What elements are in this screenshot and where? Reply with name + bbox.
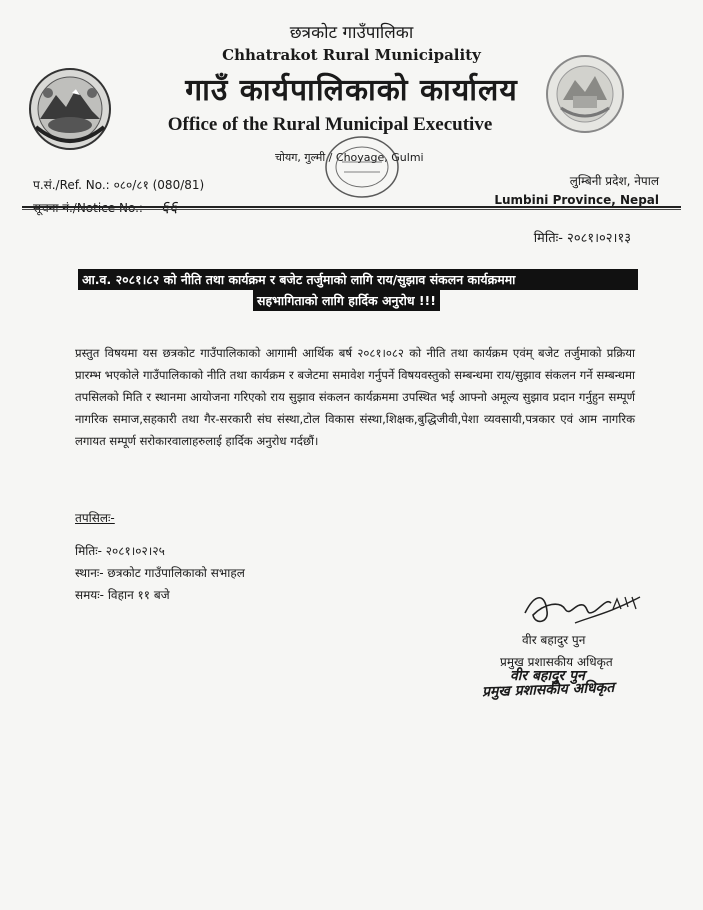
province-nepali: लुम्बिनी प्रदेश, नेपाल bbox=[569, 174, 659, 188]
reference-number: प.सं./Ref. No.: ०८०/८१ (080/81) bbox=[33, 178, 205, 192]
body-paragraph: प्रस्तुत विषयमा यस छत्रकोट गाउँपालिकाको आगामी आर्थिक बर्ष २०८१।०८२ को नीति तथा कार्यक्रम एवंम् बजेट तर्जुमाको प्रक्रिया प्रारम्भ भएकोले गाउँपालिकाको नीति तथा कार्यक्रम र बजेटमा समावेश गर्नुपर्ने विषयवस्तुको सम्बन्धमा राय/सुझाव संकलन गर्ने सम्बन्धमा तपसिलको मिति र स्थानमा आयोजना गरिएको राय सुझाव संकलन कार्यक्रममा उपस्थित भई आफ्नो अमूल्य सुझाव प्रदान गर्नुहुन सम्पूर्ण नागरिक समाज,सहकारी तथा गैर-सरकारी संघ संस्था,टोल विकास संस्था,शिक्षक,बुद्धिजीवी,पेशा व्यवसायी,पत्रकार एवं आम नागरिक लगायत सम्पूर्ण सरोकारवालाहरुलाई हार्दिक अनुरोध गर्दछौं। bbox=[75, 346, 635, 448]
office-title-english: Office of the Rural Municipal Executive bbox=[167, 114, 493, 135]
seal-name: वीर बहादुर पुन bbox=[510, 668, 585, 684]
detail-date: मितिः- २०८१।०२।२५ bbox=[75, 544, 165, 558]
municipality-name-nepali: छत्रकोट गाउँपालिका bbox=[289, 23, 414, 43]
municipality-name-english: Chhatrakot Rural Municipality bbox=[222, 46, 481, 64]
detail-venue: स्थानः- छत्रकोट गाउँपालिकाको सभाहल bbox=[75, 566, 245, 580]
header-divider bbox=[22, 206, 681, 208]
notice-number: सूचना नं./Notice No.: ६६ bbox=[33, 197, 178, 216]
office-title-nepali: गाउँ कार्यपालिकाको कार्यालय bbox=[185, 73, 518, 108]
subject-banner-line2: सहभागिताको लागि हार्दिक अनुरोध !!! bbox=[253, 290, 440, 311]
office-stamp-icon bbox=[322, 132, 402, 206]
handwritten-signature bbox=[515, 583, 645, 637]
letter-date: मितिः- २०८१।०२।१३ bbox=[533, 231, 631, 246]
province-english: Lumbini Province, Nepal bbox=[494, 193, 659, 207]
details-heading: तपसिलः- bbox=[75, 511, 115, 525]
header-divider-thin bbox=[22, 209, 681, 210]
office-location: चोयग, गुल्मी / Choyage, Gulmi bbox=[275, 151, 424, 164]
signatory-title: प्रमुख प्रशासकीय अधिकृत bbox=[500, 655, 613, 669]
signatory-name: वीर बहादुर पुन bbox=[522, 633, 586, 647]
seal-title: प्रमुख प्रशासकीय अधिकृत bbox=[481, 679, 615, 701]
subject-banner-line1: आ.व. २०८१।८२ को नीति तथा कार्यक्रम र बजेट तर्जुमाको लागि राय/सुझाव संकलन कार्यक्रममा bbox=[78, 269, 638, 290]
detail-time: समयः- विहान ११ बजे bbox=[75, 588, 170, 602]
